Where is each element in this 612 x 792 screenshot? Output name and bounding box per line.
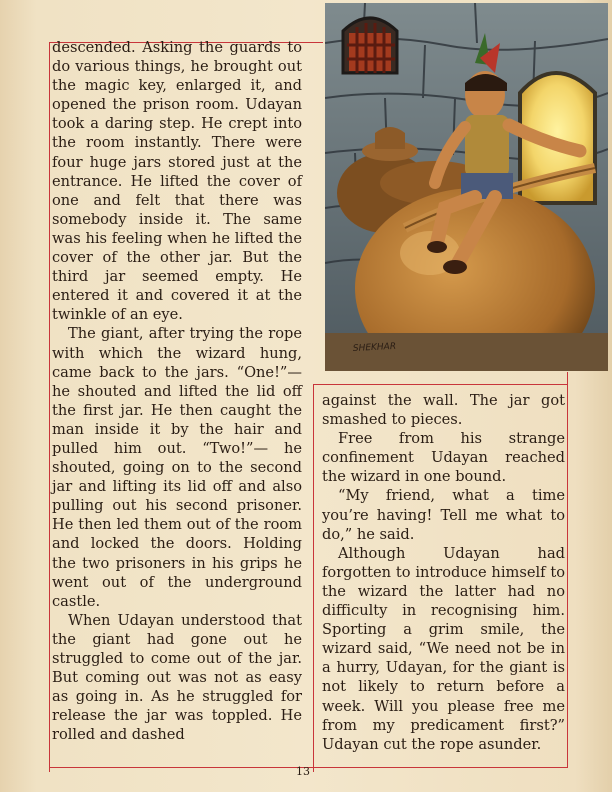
paragraph: The giant, after trying the rope with which the wizard hung, came back to the jars. “One!”— he shouted and lifted the lid off the first jar. He then caught the man inside it by the hair and pulled him out. “Two!”— he shouted, going on to the second jar and lifting its lid off and also pulling out his second prisoner. He then led them out of the room and locked the doors. Holding the two prisoners in his grips he went out of the underground castle. xyxy=(52,325,302,610)
illustration-wizard-on-jar xyxy=(325,3,608,371)
paragraph: When Udayan understood that the giant had gone out he struggled to come out of the jar. But coming out was not as easy as going in. As he struggled for release the jar was toppled. He rolled and dashed xyxy=(52,611,302,744)
paragraph: Although Udayan had forgotten to introduce himself to the wizard the latter had no difficulty in recognising him. Sporting a grim smile, the wizard said, “We need not be in a hurry, Udayan, for the giant is not likely to return before a week. Will you please free me from my predicament first?” Udayan cut the rope asunder. xyxy=(322,544,565,753)
paragraph: “My friend, what a time you’re having! Tell me what to do,” he said. xyxy=(322,487,565,543)
left-text-column xyxy=(52,38,302,744)
right-column-top-rule xyxy=(313,384,567,385)
barred-window xyxy=(343,18,397,73)
illustration-signature: SHEKHAR xyxy=(352,341,397,354)
right-column-right-rule xyxy=(567,372,568,767)
right-text-column xyxy=(322,391,565,754)
illustration-art xyxy=(325,3,608,371)
page-number: 13 xyxy=(296,765,310,778)
left-column-right-rule xyxy=(313,385,314,772)
left-column-left-rule xyxy=(49,42,50,772)
paragraph: against the wall. The jar got smashed to pieces. xyxy=(322,392,565,429)
paragraph: Free from his strange confinement Udayan reached the wizard in one bound. xyxy=(322,430,565,486)
paragraph: descended. Asking the guards to do various things, he brought out the magic key, enlarged it, and opened the prison room. Udayan took a daring step. He crept into the room instantly. There were four huge jars stored just at the entrance. He lifted the cover of one and felt that there was somebody inside it. The same was his feeling when he lifted the cover of the other jar. But the third jar seemed empty. He entered it and covered it at the twinkle of an eye. xyxy=(52,39,302,324)
